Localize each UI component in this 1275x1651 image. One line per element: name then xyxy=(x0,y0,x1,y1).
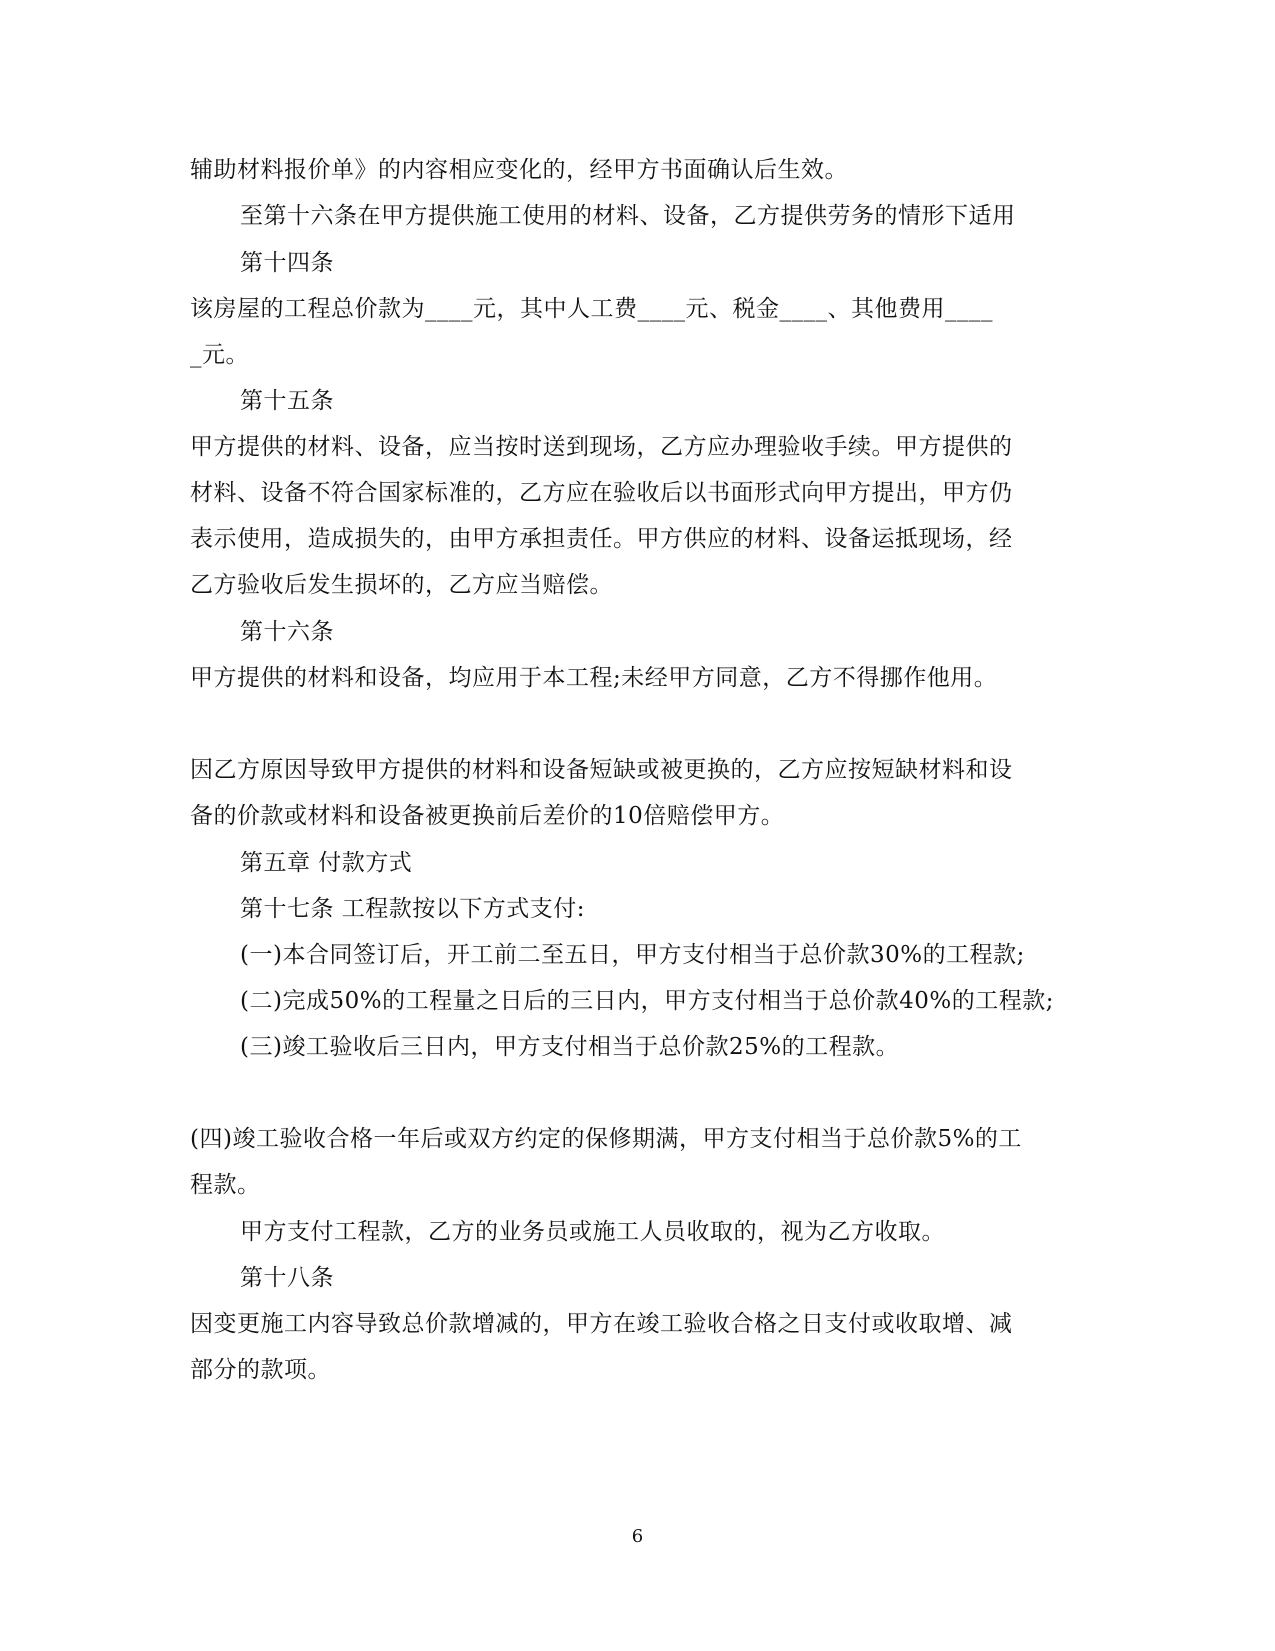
article-heading: 第十六条 xyxy=(240,619,334,645)
text-line: 表示使用，造成损失的，由甲方承担责任。甲方供应的材料、设备运抵现场，经 xyxy=(190,526,1013,552)
text-line: 甲方支付工程款，乙方的业务员或施工人员收取的，视为乙方收取。 xyxy=(240,1219,945,1245)
article-heading: 第十七条 工程款按以下方式支付: xyxy=(240,896,586,922)
text-line: 程款。 xyxy=(190,1172,261,1198)
chapter-heading: 第五章 付款方式 xyxy=(240,850,413,876)
text-line: 因变更施工内容导致总价款增减的，甲方在竣工验收合格之日支付或收取增、减 xyxy=(190,1311,1013,1337)
article-heading: 第十四条 xyxy=(240,250,334,276)
payment-item: (三)竣工验收后三日内，甲方支付相当于总价款25%的工程款。 xyxy=(240,1034,900,1060)
text-line: _元。 xyxy=(190,342,249,368)
text-line: 甲方提供的材料和设备，均应用于本工程;未经甲方同意，乙方不得挪作他用。 xyxy=(190,665,998,691)
text-line: 部分的款项。 xyxy=(190,1357,331,1383)
text-line: 甲方提供的材料、设备，应当按时送到现场，乙方应办理验收手续。甲方提供的 xyxy=(190,434,1013,460)
article-heading: 第十五条 xyxy=(240,388,334,414)
payment-item: (二)完成50%的工程量之日后的三日内，甲方支付相当于总价款40%的工程款; xyxy=(240,988,1054,1014)
text-line: 至第十六条在甲方提供施工使用的材料、设备，乙方提供劳务的情形下适用 xyxy=(240,203,1016,229)
text-line: 因乙方原因导致甲方提供的材料和设备短缺或被更换的，乙方应按短缺材料和设 xyxy=(190,757,1013,783)
payment-item: (四)竣工验收合格一年后或双方约定的保修期满，甲方支付相当于总价款5%的工 xyxy=(190,1126,1022,1152)
text-line: 辅助材料报价单》的内容相应变化的，经甲方书面确认后生效。 xyxy=(190,157,848,183)
article-heading: 第十八条 xyxy=(240,1265,334,1291)
text-line: 该房屋的工程总价款为____元，其中人工费____元、税金____、其他费用____ xyxy=(190,296,993,322)
text-line: 材料、设备不符合国家标准的，乙方应在验收后以书面形式向甲方提出，甲方仍 xyxy=(190,480,1013,506)
text-line: 乙方验收后发生损坏的，乙方应当赔偿。 xyxy=(190,572,613,598)
page-number: 6 xyxy=(631,1526,644,1547)
payment-item: (一)本合同签订后，开工前二至五日，甲方支付相当于总价款30%的工程款; xyxy=(240,942,1025,968)
text-line: 备的价款或材料和设备被更换前后差价的10倍赔偿甲方。 xyxy=(190,803,785,829)
